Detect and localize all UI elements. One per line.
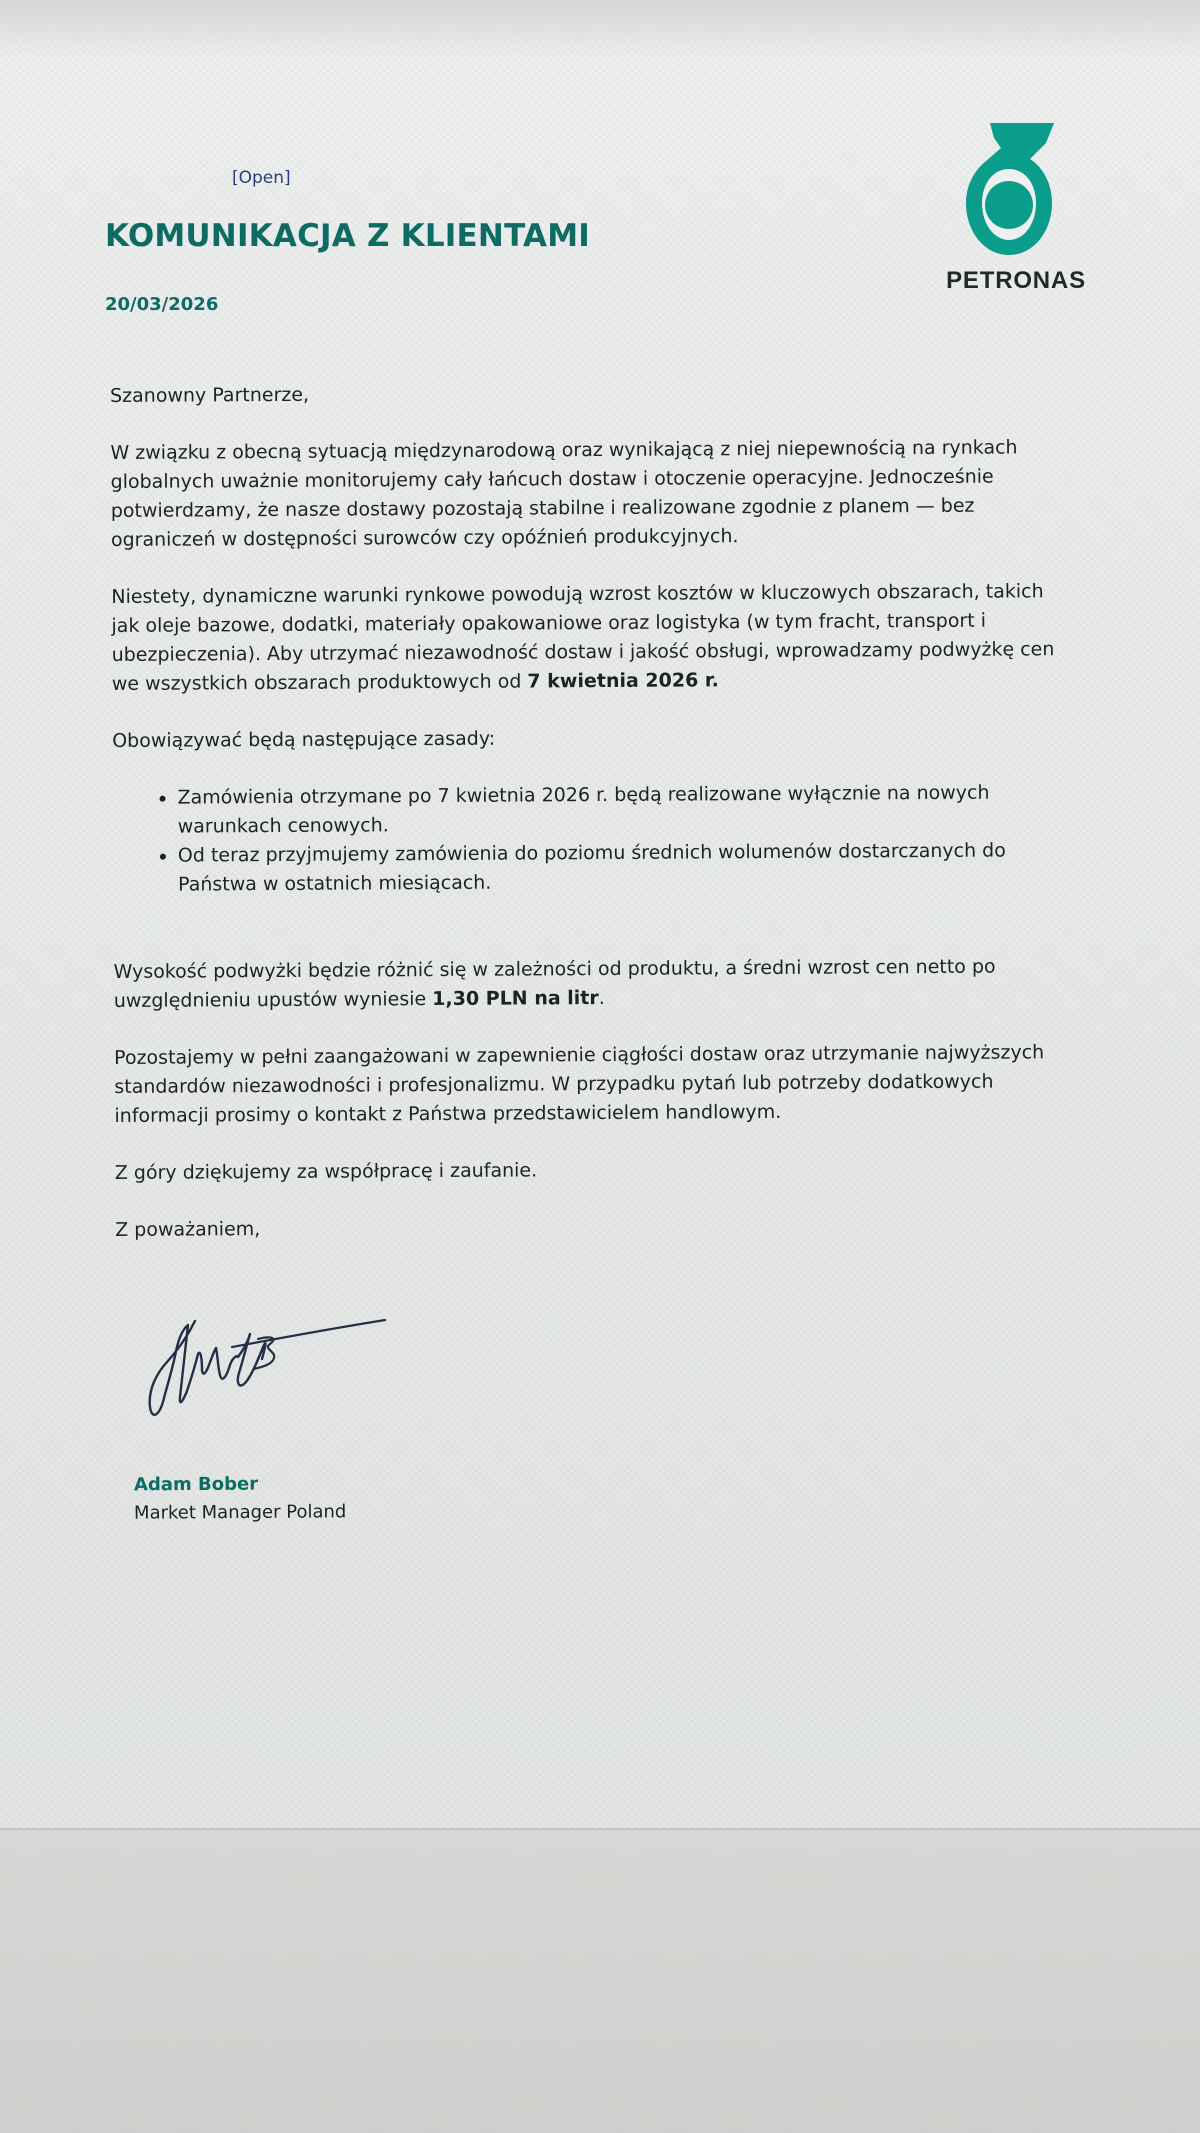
page-top-shadow (0, 0, 1200, 60)
effective-date: 7 kwietnia 2026 r. (527, 669, 719, 693)
classification-label: [Open] (232, 168, 291, 188)
paragraph-price-increase (111, 577, 1062, 699)
letter-body (110, 376, 1065, 1245)
closing-line: Z poważaniem, (115, 1218, 261, 1241)
paragraph-increase-amount (114, 952, 1064, 1016)
salutation: Szanowny Partnerze, (110, 383, 310, 407)
signatory-name: Adam Bober (133, 1473, 259, 1496)
paragraph-commitment: Pozostajemy w pełni zaangażowani w zapewnienie ciągłości dostaw oraz utrzymanie najwyższych standardów niezawodności i profesjonalizmu. W przypadku pytań lub potrzeby dodatkowych informacji prosimy o kontakt z Państwa przedstawicielem handlowym. (114, 1041, 1045, 1127)
document-date: 20/03/2026 (105, 294, 219, 315)
signatory-role: Market Manager Poland (133, 1501, 347, 1524)
paragraph-situation: W związku z obecną sytuacją międzynarodową oraz wynikającą z niej niepewnością na rynkach globalnych uważnie monitorujemy cały łańcuch dostaw i otoczenie operacyjne. Jednocześnie potwierdzamy, że nasze dostawy pozostają stabilne i realizowane zgodnie z planem — bez ograniczeń w dostępności surowców czy opóźnień produkcyjnych. (110, 436, 1018, 551)
handwritten-signature (140, 1303, 400, 1443)
paragraph-increase-amount-text: Wysokość podwyżki będzie różnić się w zależności od produktu, a średni wzrost cen netto po uwzględnieniu upustów wyniesie (113, 955, 996, 1012)
background-surface (0, 1830, 1200, 2133)
rules-intro: Obowiązywać będą następujące zasady: (112, 727, 496, 752)
rules-list (112, 778, 1063, 900)
paragraph-increase-amount-end: . (598, 986, 605, 1010)
brand-wordmark: PETRONAS (946, 267, 1086, 294)
rule-item: • Zamówienia otrzymane po 7 kwietnia 2026 r. będą realizowane wyłącznie na nowych warunkach cenowych. (177, 778, 1062, 841)
signature-icon (140, 1303, 400, 1443)
document-title: KOMUNIKACJA Z KLIENTAMI (105, 218, 590, 254)
paragraph-price-increase-text: Niestety, dynamiczne warunki rynkowe powodują wzrost kosztów w kluczowych obszarach, takich jak oleje bazowe, dodatki, materiały opakowaniowe oraz logistyka (w tym fracht, transport i ubezpieczenia). Aby utrzymać niezawodność dostaw i jakość obsługi, wprowadzamy podwyżkę cen we wszystkich obszarach produktowych od (111, 580, 1055, 695)
rule-item: • Od teraz przyjmujemy zamówienia do poziomu średnich wolumenów dostarczanych do Państwa w ostatnich miesiącach. (178, 836, 1063, 899)
thanks-line: Z góry dziękujemy za współpracę i zaufanie. (114, 1159, 538, 1184)
petronas-logo-icon (966, 115, 1066, 260)
increase-value: 1,30 PLN na litr (432, 987, 599, 1011)
brand-logo (926, 115, 1106, 300)
